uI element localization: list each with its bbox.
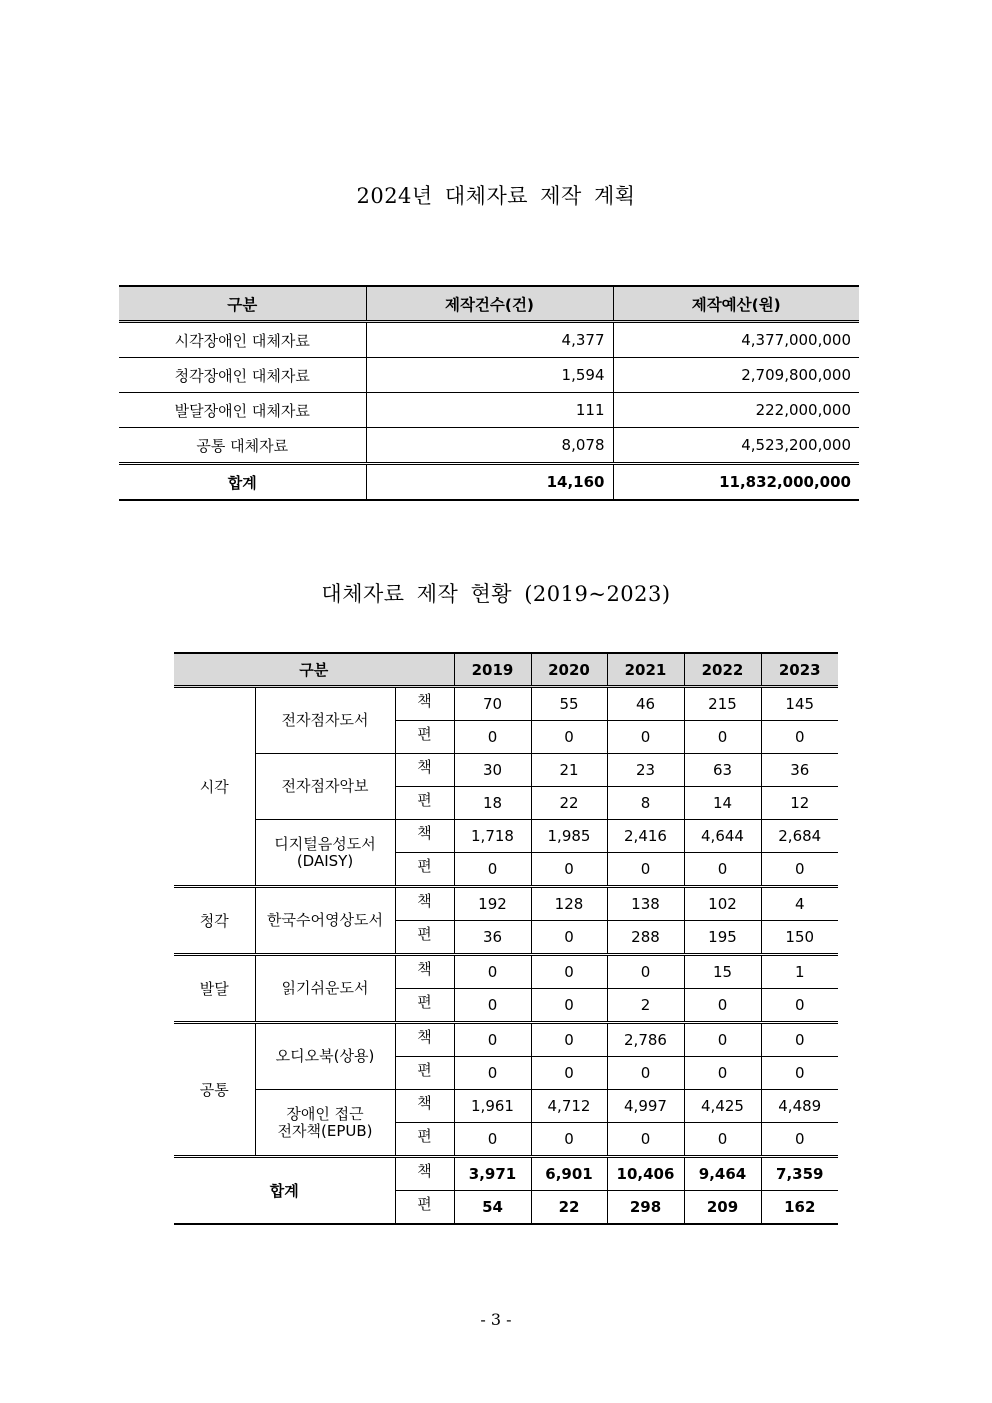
total-value: 54 (454, 1191, 531, 1225)
item-label (255, 754, 395, 820)
unit-label: 편 (395, 1191, 454, 1225)
status-title: 대체자료 제작 현황 (2019~2023) (321, 582, 671, 606)
value-cell: 0 (684, 853, 761, 887)
item-label-line: 한국수어영상도서 (267, 911, 383, 929)
value-cell: 4 (761, 887, 838, 921)
item-label-line: 읽기쉬운도서 (281, 979, 369, 997)
header-category: 구분 (174, 653, 454, 687)
total-row (174, 1157, 838, 1191)
total-value: 6,901 (531, 1157, 607, 1191)
value-cell: 1,961 (454, 1090, 531, 1123)
unit-label: 책 (395, 1157, 454, 1191)
total-value: 10,406 (607, 1157, 684, 1191)
value-cell: 2 (607, 989, 684, 1023)
value-cell: 0 (684, 989, 761, 1023)
value-cell: 63 (684, 754, 761, 787)
value-cell: 0 (454, 1023, 531, 1057)
unit-label: 편 (395, 721, 454, 754)
value-cell: 0 (531, 955, 607, 989)
unit-label: 편 (395, 921, 454, 955)
total-count: 14,160 (366, 464, 613, 501)
value-cell: 22 (531, 787, 607, 820)
value-cell: 195 (684, 921, 761, 955)
unit-label: 책 (395, 820, 454, 853)
unit-label: 책 (395, 887, 454, 921)
value-cell: 4,489 (761, 1090, 838, 1123)
value-cell: 15 (684, 955, 761, 989)
value-cell: 0 (684, 721, 761, 754)
unit-label: 책 (395, 1023, 454, 1057)
value-cell: 0 (761, 1123, 838, 1157)
value-cell: 0 (531, 1023, 607, 1057)
group-label: 시각 (174, 687, 255, 887)
table-row (174, 955, 838, 989)
value-cell: 0 (531, 1123, 607, 1157)
value-cell: 0 (761, 1023, 838, 1057)
value-cell: 2,786 (607, 1023, 684, 1057)
row-count: 1,594 (366, 358, 613, 393)
total-label: 합계 (119, 464, 366, 501)
header-category: 구분 (119, 286, 366, 322)
value-cell: 150 (761, 921, 838, 955)
table-row (119, 322, 859, 358)
row-budget: 2,709,800,000 (613, 358, 859, 393)
group-label: 청각 (174, 887, 255, 955)
unit-label: 책 (395, 1090, 454, 1123)
value-cell: 2,416 (607, 820, 684, 853)
header-year: 2021 (607, 653, 684, 687)
value-cell: 0 (761, 853, 838, 887)
header-year: 2020 (531, 653, 607, 687)
value-cell: 0 (531, 1057, 607, 1090)
production-status-table (174, 652, 838, 1225)
value-cell: 0 (684, 1023, 761, 1057)
plan-title: 2024년 대체자료 제작 계획 (356, 184, 636, 208)
production-plan-table (119, 285, 859, 501)
value-cell: 12 (761, 787, 838, 820)
item-label (255, 955, 395, 1023)
unit-label: 책 (395, 754, 454, 787)
value-cell: 288 (607, 921, 684, 955)
item-label (255, 887, 395, 955)
value-cell: 55 (531, 687, 607, 721)
total-row (119, 464, 859, 501)
item-label-line: 장애인 접근 (286, 1104, 364, 1123)
value-cell: 215 (684, 687, 761, 721)
table-row (174, 687, 838, 721)
total-value: 22 (531, 1191, 607, 1225)
row-label: 청각장애인 대체자료 (119, 358, 366, 393)
total-label: 합계 (174, 1157, 395, 1225)
item-label-line: 전자점자도서 (281, 711, 369, 729)
value-cell: 0 (454, 853, 531, 887)
value-cell: 0 (607, 1123, 684, 1157)
table-header-row (119, 286, 859, 322)
table-row (119, 393, 859, 428)
value-cell: 192 (454, 887, 531, 921)
value-cell: 145 (761, 687, 838, 721)
value-cell: 1,718 (454, 820, 531, 853)
value-cell: 1,985 (531, 820, 607, 853)
value-cell: 70 (454, 687, 531, 721)
value-cell: 0 (607, 853, 684, 887)
item-label-line: (DAISY) (296, 851, 354, 870)
item-label-line: 전자책(EPUB) (277, 1121, 373, 1140)
value-cell: 4,712 (531, 1090, 607, 1123)
total-value: 209 (684, 1191, 761, 1225)
unit-label: 편 (395, 853, 454, 887)
header-year: 2023 (761, 653, 838, 687)
unit-label: 편 (395, 1123, 454, 1157)
value-cell: 4,644 (684, 820, 761, 853)
table-row (174, 754, 838, 787)
value-cell: 0 (454, 989, 531, 1023)
row-label: 시각장애인 대체자료 (119, 322, 366, 358)
row-label: 발달장애인 대체자료 (119, 393, 366, 428)
value-cell: 0 (454, 1123, 531, 1157)
header-year: 2019 (454, 653, 531, 687)
value-cell: 0 (454, 955, 531, 989)
value-cell: 0 (454, 1057, 531, 1090)
value-cell: 0 (761, 721, 838, 754)
row-count: 111 (366, 393, 613, 428)
unit-label: 편 (395, 787, 454, 820)
value-cell: 0 (531, 989, 607, 1023)
value-cell: 4,997 (607, 1090, 684, 1123)
total-value: 7,359 (761, 1157, 838, 1191)
row-budget: 4,377,000,000 (613, 322, 859, 358)
total-value: 298 (607, 1191, 684, 1225)
value-cell: 0 (684, 1123, 761, 1157)
total-value: 3,971 (454, 1157, 531, 1191)
table-row (174, 1090, 838, 1123)
value-cell: 0 (761, 989, 838, 1023)
group-label: 공통 (174, 1023, 255, 1157)
header-count: 제작건수(건) (366, 286, 613, 322)
item-label (255, 1090, 395, 1157)
value-cell: 0 (531, 853, 607, 887)
value-cell: 0 (531, 921, 607, 955)
header-year: 2022 (684, 653, 761, 687)
value-cell: 46 (607, 687, 684, 721)
total-value: 162 (761, 1191, 838, 1225)
total-budget: 11,832,000,000 (613, 464, 859, 501)
unit-label: 편 (395, 989, 454, 1023)
table-row (174, 1023, 838, 1057)
unit-label: 편 (395, 1057, 454, 1090)
value-cell: 0 (607, 1057, 684, 1090)
total-value: 9,464 (684, 1157, 761, 1191)
value-cell: 128 (531, 887, 607, 921)
item-label-line: 전자점자악보 (281, 777, 369, 795)
value-cell: 36 (454, 921, 531, 955)
value-cell: 14 (684, 787, 761, 820)
table-row (174, 820, 838, 853)
item-label-line: 오디오북(상용) (275, 1047, 375, 1065)
row-count: 4,377 (366, 322, 613, 358)
value-cell: 102 (684, 887, 761, 921)
value-cell: 0 (531, 721, 607, 754)
item-label (255, 820, 395, 887)
item-label-line: 디지털음성도서 (274, 834, 376, 853)
page-number: - 3 - (480, 1310, 512, 1329)
value-cell: 138 (607, 887, 684, 921)
row-budget: 4,523,200,000 (613, 428, 859, 464)
table-row (174, 887, 838, 921)
value-cell: 0 (607, 955, 684, 989)
header-budget: 제작예산(원) (613, 286, 859, 322)
value-cell: 36 (761, 754, 838, 787)
item-label (255, 1023, 395, 1090)
row-budget: 222,000,000 (613, 393, 859, 428)
table-row (119, 358, 859, 393)
unit-label: 책 (395, 955, 454, 989)
table-row (119, 428, 859, 464)
value-cell: 0 (607, 721, 684, 754)
group-label: 발달 (174, 955, 255, 1023)
value-cell: 18 (454, 787, 531, 820)
row-count: 8,078 (366, 428, 613, 464)
row-label: 공통 대체자료 (119, 428, 366, 464)
value-cell: 4,425 (684, 1090, 761, 1123)
value-cell: 0 (761, 1057, 838, 1090)
value-cell: 30 (454, 754, 531, 787)
unit-label: 책 (395, 687, 454, 721)
value-cell: 0 (684, 1057, 761, 1090)
value-cell: 2,684 (761, 820, 838, 853)
table-header-row (174, 653, 838, 687)
value-cell: 1 (761, 955, 838, 989)
value-cell: 21 (531, 754, 607, 787)
item-label (255, 687, 395, 754)
value-cell: 8 (607, 787, 684, 820)
value-cell: 23 (607, 754, 684, 787)
value-cell: 0 (454, 721, 531, 754)
